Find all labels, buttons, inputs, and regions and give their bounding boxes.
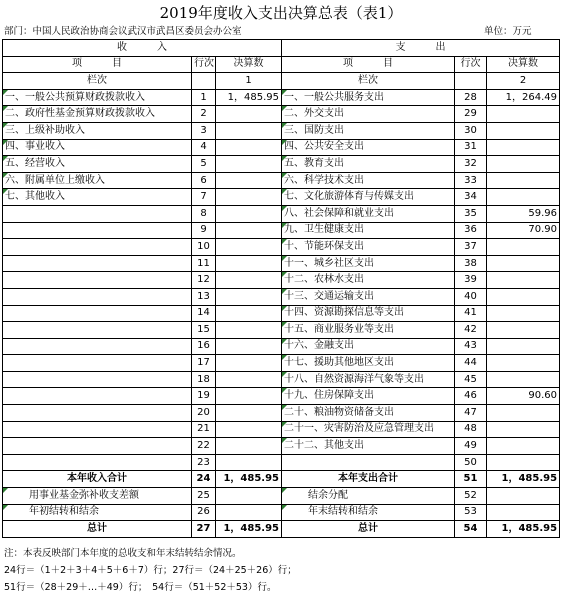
income-row-no: 10 (192, 239, 216, 256)
expense-item: 七、文化旅游体育与传媒支出 (282, 189, 455, 206)
income-item (3, 388, 192, 405)
expense-row-no: 31 (455, 139, 487, 156)
income-item: 本年收入合计 (3, 471, 192, 488)
income-expense-table (2, 39, 560, 538)
expense-item: 十六、金融支出 (282, 338, 455, 355)
expense-amount-header: 决算数 (487, 56, 560, 73)
income-row-no: 6 (192, 172, 216, 189)
expense-amount (487, 272, 560, 289)
expense-item: 九、卫生健康支出 (282, 222, 455, 239)
expense-amount (487, 338, 560, 355)
income-row-no: 16 (192, 338, 216, 355)
expense-section-header: 支 出 (282, 40, 560, 57)
income-col-number: 1 (216, 73, 282, 90)
expense-amount (487, 355, 560, 372)
expense-item (282, 454, 455, 471)
income-amount (216, 454, 282, 471)
expense-amount (487, 405, 560, 422)
table-row (3, 305, 560, 322)
expense-amount (487, 488, 560, 505)
expense-amount: 1，485.95 (487, 471, 560, 488)
expense-row-no: 48 (455, 421, 487, 438)
table-row (3, 255, 560, 272)
expense-amount (487, 239, 560, 256)
expense-row-no: 33 (455, 172, 487, 189)
expense-row-no: 36 (455, 222, 487, 239)
expense-row-no: 49 (455, 438, 487, 455)
note-line: 注：本表反映部门本年度的总收支和年末结转结余情况。 (4, 548, 242, 559)
expense-item: 五、教育支出 (282, 156, 455, 173)
expense-row-no-header: 行次 (455, 56, 487, 73)
expense-amount (487, 156, 560, 173)
income-item (3, 305, 192, 322)
income-row-no: 1 (192, 89, 216, 106)
expense-item: 十三、交通运输支出 (282, 288, 455, 305)
income-item (3, 205, 192, 222)
expense-row-no: 32 (455, 156, 487, 173)
table-row (3, 438, 560, 455)
income-item: 二、政府性基金预算财政拨款收入 (3, 106, 192, 123)
table-row (3, 122, 560, 139)
income-item (3, 239, 192, 256)
income-row-no: 15 (192, 322, 216, 339)
income-item: 五、经营收入 (3, 156, 192, 173)
table-row (3, 371, 560, 388)
income-row-no: 2 (192, 106, 216, 123)
table-row (3, 338, 560, 355)
table-row (3, 89, 560, 106)
table-row (3, 272, 560, 289)
table-row (3, 156, 560, 173)
income-amount (216, 288, 282, 305)
section-header-row (3, 40, 560, 57)
income-amount (216, 338, 282, 355)
expense-item: 一、一般公共服务支出 (282, 89, 455, 106)
expense-row-no: 40 (455, 288, 487, 305)
note-line: 51行＝（28＋29＋…＋49）行； 54行＝（51＋52＋53）行。 (4, 582, 277, 593)
income-row-no: 25 (192, 488, 216, 505)
income-item (3, 355, 192, 372)
expense-row-no: 43 (455, 338, 487, 355)
income-lanci-blank (192, 73, 216, 90)
income-item: 一、一般公共预算财政拨款收入 (3, 89, 192, 106)
income-amount (216, 172, 282, 189)
expense-item: 三、国防支出 (282, 122, 455, 139)
income-row-no: 23 (192, 454, 216, 471)
income-amount (216, 405, 282, 422)
income-amount (216, 305, 282, 322)
table-row (3, 172, 560, 189)
income-row-no: 3 (192, 122, 216, 139)
expense-amount (487, 305, 560, 322)
expense-item: 本年支出合计 (282, 471, 455, 488)
expense-amount (487, 122, 560, 139)
income-amount: 1，485.95 (216, 471, 282, 488)
expense-item: 十四、资源勘探信息等支出 (282, 305, 455, 322)
expense-lanci-label: 栏次 (282, 73, 455, 90)
expense-row-no: 28 (455, 89, 487, 106)
income-amount (216, 122, 282, 139)
expense-row-no: 29 (455, 106, 487, 123)
expense-row-no: 47 (455, 405, 487, 422)
expense-row-no: 53 (455, 504, 487, 521)
table-row (3, 405, 560, 422)
table-row (3, 454, 560, 471)
income-amount (216, 355, 282, 372)
expense-row-no: 52 (455, 488, 487, 505)
expense-amount (487, 504, 560, 521)
income-row-no-header: 行次 (192, 56, 216, 73)
income-row-no: 21 (192, 421, 216, 438)
expense-item: 二十一、灾害防治及应急管理支出 (282, 421, 455, 438)
income-row-no: 18 (192, 371, 216, 388)
expense-row-no: 54 (455, 521, 487, 538)
expense-amount (487, 421, 560, 438)
income-row-no: 17 (192, 355, 216, 372)
expense-item: 总计 (282, 521, 455, 538)
income-item (3, 322, 192, 339)
income-amount (216, 222, 282, 239)
expense-item: 六、科学技术支出 (282, 172, 455, 189)
expense-amount (487, 454, 560, 471)
expense-col-number: 2 (487, 73, 560, 90)
report-title: 2019年度收入支出决算总表（表1） (159, 4, 403, 22)
expense-item: 十五、商业服务业等支出 (282, 322, 455, 339)
column-index-row (3, 73, 560, 90)
income-row-no: 5 (192, 156, 216, 173)
income-row-no: 13 (192, 288, 216, 305)
income-row-no: 27 (192, 521, 216, 538)
expense-item: 十、节能环保支出 (282, 239, 455, 256)
expense-row-no: 39 (455, 272, 487, 289)
expense-item: 十九、住房保障支出 (282, 388, 455, 405)
expense-row-no: 51 (455, 471, 487, 488)
income-item-header: 项 目 (3, 56, 192, 73)
income-amount (216, 189, 282, 206)
income-amount (216, 504, 282, 521)
income-amount-header: 决算数 (216, 56, 282, 73)
table-row (3, 421, 560, 438)
income-item: 用事业基金弥补收支差额 (3, 488, 192, 505)
income-item (3, 272, 192, 289)
table-row (3, 139, 560, 156)
income-item (3, 288, 192, 305)
income-item (3, 222, 192, 239)
expense-amount (487, 139, 560, 156)
expense-amount: 90.60 (487, 388, 560, 405)
income-item: 四、事业收入 (3, 139, 192, 156)
expense-row-no: 46 (455, 388, 487, 405)
income-item (3, 338, 192, 355)
table-row (3, 488, 560, 505)
expense-item: 二十、粮油物资储备支出 (282, 405, 455, 422)
unit-label: 单位：万元 (484, 26, 532, 37)
grand-total-row (3, 521, 560, 538)
income-item (3, 255, 192, 272)
expense-item: 八、社会保障和就业支出 (282, 205, 455, 222)
income-amount (216, 438, 282, 455)
expense-item: 十一、城乡社区支出 (282, 255, 455, 272)
income-amount (216, 156, 282, 173)
expense-row-no: 38 (455, 255, 487, 272)
year-total-row (3, 471, 560, 488)
expense-item: 二十二、其他支出 (282, 438, 455, 455)
table-row (3, 388, 560, 405)
expense-item: 十八、自然资源海洋气象等支出 (282, 371, 455, 388)
income-row-no: 22 (192, 438, 216, 455)
table-row (3, 355, 560, 372)
income-row-no: 7 (192, 189, 216, 206)
income-item: 年初结转和结余 (3, 504, 192, 521)
expense-item: 十二、农林水支出 (282, 272, 455, 289)
income-row-no: 11 (192, 255, 216, 272)
income-row-no: 20 (192, 405, 216, 422)
income-amount: 1，485.95 (216, 89, 282, 106)
expense-amount: 59.96 (487, 205, 560, 222)
expense-row-no: 42 (455, 322, 487, 339)
expense-item: 十七、援助其他地区支出 (282, 355, 455, 372)
table-row (3, 205, 560, 222)
expense-row-no: 35 (455, 205, 487, 222)
department-label: 部门：中国人民政治协商会议武汉市武昌区委员会办公室 (4, 26, 242, 37)
expense-row-no: 30 (455, 122, 487, 139)
income-item: 总计 (3, 521, 192, 538)
income-item (3, 438, 192, 455)
income-item (3, 371, 192, 388)
income-row-no: 24 (192, 471, 216, 488)
expense-amount (487, 322, 560, 339)
income-lanci-label: 栏次 (3, 73, 192, 90)
expense-amount: 1，264.49 (487, 89, 560, 106)
income-amount (216, 322, 282, 339)
expense-amount (487, 189, 560, 206)
expense-amount: 1，485.95 (487, 521, 560, 538)
expense-row-no: 37 (455, 239, 487, 256)
income-amount (216, 421, 282, 438)
note-line: 24行＝（1＋2＋3＋4＋5＋6＋7）行；27行＝（24＋25＋26）行； (4, 565, 297, 576)
income-item: 七、其他收入 (3, 189, 192, 206)
income-row-no: 12 (192, 272, 216, 289)
table-row (3, 106, 560, 123)
income-section-header: 收 入 (3, 40, 282, 57)
column-header-row (3, 56, 560, 73)
income-item: 三、上级补助收入 (3, 122, 192, 139)
income-row-no: 19 (192, 388, 216, 405)
expense-amount (487, 438, 560, 455)
table-row (3, 504, 560, 521)
income-row-no: 9 (192, 222, 216, 239)
expense-amount (487, 255, 560, 272)
income-item (3, 421, 192, 438)
expense-item-header: 项 目 (282, 56, 455, 73)
expense-item: 二、外交支出 (282, 106, 455, 123)
expense-row-no: 34 (455, 189, 487, 206)
income-row-no: 4 (192, 139, 216, 156)
income-amount (216, 388, 282, 405)
table-row (3, 322, 560, 339)
income-amount: 1，485.95 (216, 521, 282, 538)
table-row (3, 189, 560, 206)
income-amount (216, 205, 282, 222)
income-row-no: 8 (192, 205, 216, 222)
expense-amount (487, 106, 560, 123)
income-amount (216, 106, 282, 123)
income-amount (216, 139, 282, 156)
income-item: 六、附属单位上缴收入 (3, 172, 192, 189)
expense-row-no: 44 (455, 355, 487, 372)
table-row (3, 239, 560, 256)
income-row-no: 26 (192, 504, 216, 521)
income-item (3, 405, 192, 422)
income-amount (216, 488, 282, 505)
expense-row-no: 50 (455, 454, 487, 471)
income-row-no: 14 (192, 305, 216, 322)
income-amount (216, 239, 282, 256)
income-item (3, 454, 192, 471)
expense-amount (487, 172, 560, 189)
table-row (3, 288, 560, 305)
income-amount (216, 272, 282, 289)
expense-lanci-blank (455, 73, 487, 90)
expense-item: 四、公共安全支出 (282, 139, 455, 156)
notes (4, 545, 297, 596)
expense-row-no: 41 (455, 305, 487, 322)
expense-amount (487, 371, 560, 388)
expense-amount (487, 288, 560, 305)
expense-amount: 70.90 (487, 222, 560, 239)
table-row (3, 222, 560, 239)
expense-item: 结余分配 (282, 488, 455, 505)
income-amount (216, 371, 282, 388)
expense-row-no: 45 (455, 371, 487, 388)
income-amount (216, 255, 282, 272)
expense-item: 年末结转和结余 (282, 504, 455, 521)
